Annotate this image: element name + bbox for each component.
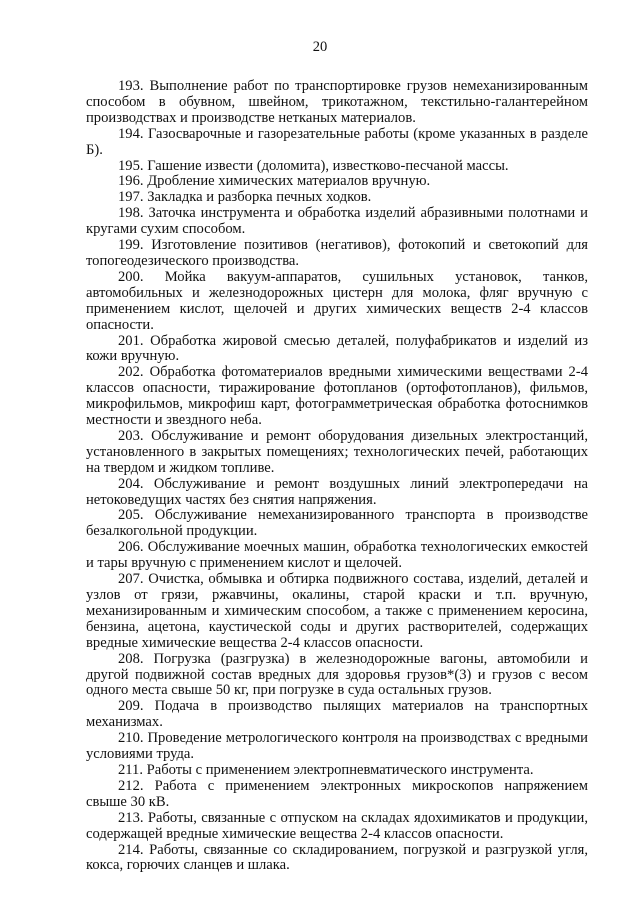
list-item: 202. Обработка фотоматериалов вредными химическими веществами 2-4 классов опасности, тиражирование фотопланов (ортофотопланов), фильмов, микрофильмов, микрофиш карт, фотограмметрическая обработка фотоснимков местности и звездного неба. bbox=[86, 364, 588, 429]
list-item: 203. Обслуживание и ремонт оборудования дизельных электростанций, установленного в закрытых помещениях; технологических печей, работающих на твердом и жидком топливе. bbox=[86, 427, 588, 476]
document-body bbox=[86, 79, 588, 874]
list-item: 214. Работы, связанные со складированием, погрузкой и разгрузкой угля, кокса, горючих сланцев и шлака. bbox=[86, 841, 588, 874]
list-item: 213. Работы, связанные с отпуском на складах ядохимикатов и продукции, содержащей вредные химические вещества 2-4 классов опасности. bbox=[86, 809, 588, 842]
list-item: 197. Закладка и разборка печных ходков. bbox=[118, 189, 372, 206]
list-item: 212. Работа с применением электронных микроскопов напряжением свыше 30 кВ. bbox=[86, 777, 588, 810]
list-item: 204. Обслуживание и ремонт воздушных линий электропередачи на нетоковедущих частях без снятия напряжения. bbox=[86, 475, 588, 508]
list-item: 208. Погрузка (разгрузка) в железнодорожные вагоны, автомобили и другой подвижной состав вредных для здоровья грузов*(3) и грузов с весом одного места свыше 50 кг, при погрузке в суда остальных грузов. bbox=[86, 650, 588, 699]
list-item: 207. Очистка, обмывка и обтирка подвижного состава, изделий, деталей и узлов от грязи, ржавчины, окалины, старой краски и т.п. вручную, механизированным и химическим способом, а также с применением керосина, бензина, ацетона, каустической соды и других растворителей, содержащих вредные химические вещества 2-4 классов опасности. bbox=[86, 571, 588, 651]
list-item: 199. Изготовление позитивов (негативов), фотокопий и светокопий для топогеодезического производства. bbox=[86, 237, 588, 269]
list-item: 205. Обслуживание немеханизированного транспорта в производстве безалкогольной продукции. bbox=[86, 507, 588, 540]
list-item: 193. Выполнение работ по транспортировке грузов немеханизированным способом в обувном, швейном, трикотажном, текстильно-галантерейном производствах и производстве нетканых материалов. bbox=[86, 78, 588, 126]
list-item: 209. Подача в производство пылящих материалов на транспортных механизмах. bbox=[86, 698, 588, 731]
list-item: 210. Проведение метрологического контроля на производствах с вредными условиями труда. bbox=[86, 730, 588, 763]
list-item: 206. Обслуживание моечных машин, обработка технологических емкостей и тары вручную с применением кислот и щелочей. bbox=[86, 539, 588, 572]
list-item: 194. Газосварочные и газорезательные работы (кроме указанных в разделе Б). bbox=[86, 125, 588, 158]
list-item: 201. Обработка жировой смесью деталей, полуфабрикатов и изделий из кожи вручную. bbox=[86, 332, 588, 365]
page-number: 20 bbox=[312, 39, 328, 55]
list-item: 198. Заточка инструмента и обработка изделий абразивными полотнами и кругами сухим способом. bbox=[86, 205, 588, 238]
list-item: 195. Гашение извести (доломита), известково-песчаной массы. bbox=[118, 157, 509, 174]
list-item: 211. Работы с применением электропневматического инструмента. bbox=[118, 761, 534, 778]
list-item: 200. Мойка вакуум-аппаратов, сушильных установок, танков, автомобильных и железнодорожных цистерн для молока, фляг вручную с применением кислот, щелочей и других химических веществ 2-4 классов опасности. bbox=[86, 268, 588, 333]
list-item: 196. Дробление химических материалов вручную. bbox=[118, 173, 431, 190]
